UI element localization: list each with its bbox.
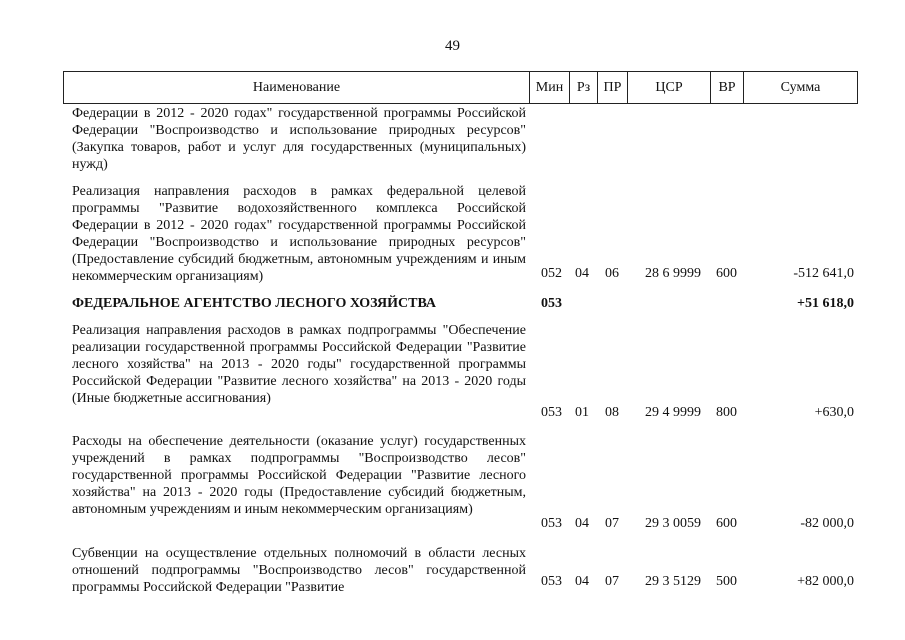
agency-title: ФЕДЕРАЛЬНОЕ АГЕНТСТВО ЛЕСНОГО ХОЗЯЙСТВА xyxy=(72,296,437,311)
table-header xyxy=(63,71,858,104)
row-min: 053 xyxy=(541,405,562,420)
row-min: 053 xyxy=(541,516,562,531)
header-sum: Сумма xyxy=(743,72,857,103)
row-description: Реализация направления расходов в рамках подпрограммы "Обеспечение реализации государственной программы Российской Федерации "Развитие лесного хозяйства" на 2013 - 2020 годы" государственной программы Российской Федерации "Развитие лесного хозяйства" на 2013 - 2020 годы (Иные бюджетные ассигнования) xyxy=(72,323,526,406)
row-description: Субвенции на осуществление отдельных полномочий в области лесных отношений подпрограммы "Воспроизводство лесов" государственной программы Российской Федерации "Развитие xyxy=(72,546,526,595)
header-csr: ЦСР xyxy=(627,72,710,103)
row-vr: 600 xyxy=(716,516,737,531)
header-name: Наименование xyxy=(252,80,341,95)
header-vr: ВР xyxy=(710,72,743,103)
row-sum: +630,0 xyxy=(814,405,854,420)
row-description: Реализация направления расходов в рамках федеральной целевой программы "Развитие водохозяйственного комплекса Российской Федерации в 2012 - 2020 годах" государственной программы Российской Федерации "Воспроизводство и использование природных ресурсов" (Предоставление субсидий бюджетным, автономным учреждениям и иным некоммерческим организациям) xyxy=(72,184,526,284)
row-csr: 29 3 5129 xyxy=(645,574,701,589)
row-sum: +51 618,0 xyxy=(797,296,854,311)
row-min: 053 xyxy=(541,574,562,589)
row-sum: -82 000,0 xyxy=(800,516,854,531)
row-vr: 500 xyxy=(716,574,737,589)
row-csr: 29 4 9999 xyxy=(645,405,701,420)
row-min: 053 xyxy=(541,296,562,311)
row-pr: 07 xyxy=(605,516,619,531)
row-sum: -512 641,0 xyxy=(793,266,854,281)
row-rz: 04 xyxy=(575,516,589,531)
row-description: Федерации в 2012 - 2020 годах" государственной программы Российской Федерации "Воспроизводство и использование природных ресурсов" (Закупка товаров, работ и услуг для государственных (муниципальных) нужд) xyxy=(72,106,526,172)
row-csr: 28 6 9999 xyxy=(645,266,701,281)
row-min: 052 xyxy=(541,266,562,281)
row-csr: 29 3 0059 xyxy=(645,516,701,531)
row-pr: 06 xyxy=(605,266,619,281)
row-rz: 04 xyxy=(575,266,589,281)
page-number: 49 xyxy=(445,38,460,54)
row-rz: 01 xyxy=(575,405,589,420)
header-pr: ПР xyxy=(597,72,627,103)
row-sum: +82 000,0 xyxy=(797,574,854,589)
row-pr: 08 xyxy=(605,405,619,420)
row-vr: 600 xyxy=(716,266,737,281)
header-min: Мин xyxy=(529,72,569,103)
row-pr: 07 xyxy=(605,574,619,589)
row-vr: 800 xyxy=(716,405,737,420)
header-rz: Рз xyxy=(569,72,597,103)
row-description: Расходы на обеспечение деятельности (оказание услуг) государственных учреждений в рамках подпрограммы "Воспроизводство лесов" государственной программы Российской Федерации "Развитие лесного хозяйства" на 2013 - 2020 годы (Предоставление субсидий бюджетным, автономным учреждениям и иным некоммерческим организациям) xyxy=(72,434,526,517)
row-rz: 04 xyxy=(575,574,589,589)
